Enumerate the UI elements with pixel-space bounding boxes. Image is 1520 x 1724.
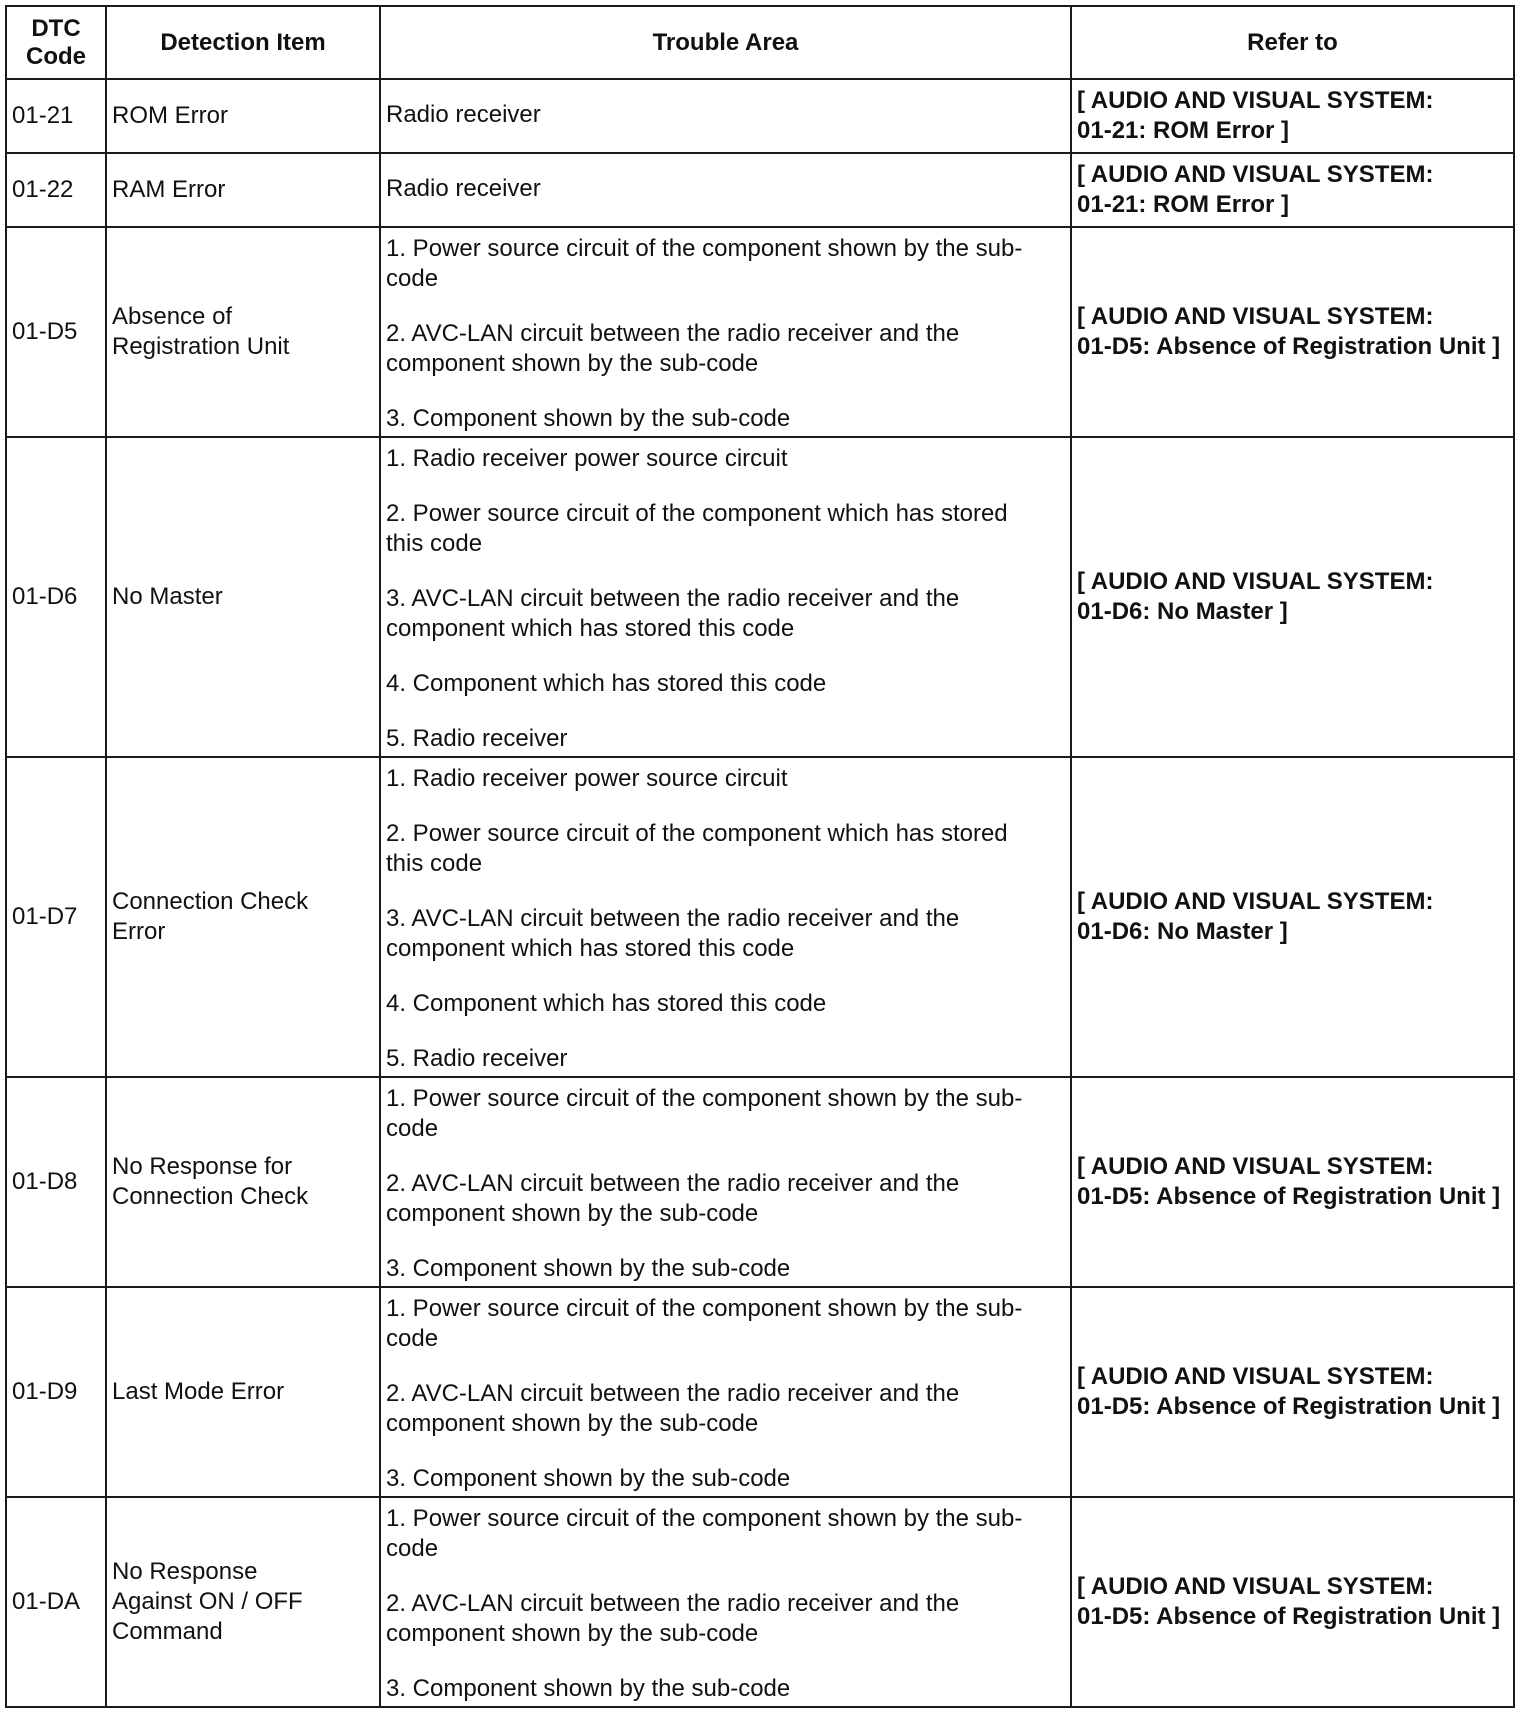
refer-to-link-line[interactable]: [ AUDIO AND VISUAL SYSTEM: [1077, 888, 1434, 915]
table-row [6, 757, 1514, 1077]
refer-to-link-line[interactable]: 01-D6: No Master ] [1077, 918, 1288, 945]
detection-item-cell: Last Mode Error [106, 1287, 380, 1497]
table-row [6, 227, 1514, 437]
refer-to-cell [1071, 1497, 1514, 1707]
trouble-area-cell [380, 1497, 1071, 1707]
detection-item-cell: No Response Against ON / OFF Command [106, 1497, 380, 1707]
detection-item-cell: No Response for Connection Check [106, 1077, 380, 1287]
table-row [6, 1287, 1514, 1497]
trouble-area-item: 3. Component shown by the sub-code [386, 1255, 791, 1282]
trouble-area-item: 5. Radio receiver [386, 1045, 568, 1072]
table-header-row [6, 6, 1514, 79]
refer-to-link-line[interactable]: 01-D6: No Master ] [1077, 598, 1288, 625]
trouble-area-item: 3. AVC-LAN circuit between the radio receiver and the component which has stored this code [386, 585, 960, 642]
refer-to-link-line[interactable]: 01-21: ROM Error ] [1077, 191, 1290, 218]
trouble-area-item: 1. Power source circuit of the component shown by the sub-code [386, 235, 1023, 292]
refer-to-link-line[interactable]: [ AUDIO AND VISUAL SYSTEM: [1077, 87, 1434, 114]
detection-item-cell: Absence of Registration Unit [106, 227, 380, 437]
dtc-code-cell: 01-DA [6, 1497, 106, 1707]
trouble-area-cell [380, 437, 1071, 757]
refer-to-cell [1071, 227, 1514, 437]
refer-to-cell [1071, 153, 1514, 227]
refer-to-cell [1071, 757, 1514, 1077]
refer-to-link-line[interactable]: [ AUDIO AND VISUAL SYSTEM: [1077, 1573, 1434, 1600]
dtc-code-cell: 01-D6 [6, 437, 106, 757]
dtc-code-cell: 01-D7 [6, 757, 106, 1077]
refer-to-link-line[interactable]: [ AUDIO AND VISUAL SYSTEM: [1077, 1153, 1434, 1180]
refer-to-link-line[interactable]: [ AUDIO AND VISUAL SYSTEM: [1077, 161, 1434, 188]
table-body [6, 79, 1514, 1707]
trouble-area-item: 5. Radio receiver [386, 725, 568, 752]
table-row [6, 153, 1514, 227]
refer-to-cell [1071, 437, 1514, 757]
refer-to-link-line[interactable]: 01-D5: Absence of Registration Unit ] [1077, 1183, 1501, 1210]
dtc-code-cell: 01-22 [6, 153, 106, 227]
trouble-area-cell [380, 153, 1071, 227]
trouble-area-item: 2. Power source circuit of the component which has stored this code [386, 500, 1008, 557]
trouble-area-item: Radio receiver [386, 175, 541, 202]
detection-item-cell: RAM Error [106, 153, 380, 227]
refer-to-link-line[interactable]: 01-21: ROM Error ] [1077, 117, 1290, 144]
refer-to-cell [1071, 1287, 1514, 1497]
trouble-area-item: 4. Component which has stored this code [386, 990, 827, 1017]
refer-to-link-line[interactable]: [ AUDIO AND VISUAL SYSTEM: [1077, 303, 1434, 330]
detection-item-cell: Connection Check Error [106, 757, 380, 1077]
header-dtc-code: DTC Code [6, 6, 106, 79]
refer-to-cell [1071, 79, 1514, 153]
header-refer-to: Refer to [1071, 6, 1514, 79]
table-row [6, 79, 1514, 153]
trouble-area-item: Radio receiver [386, 101, 541, 128]
trouble-area-item: 3. Component shown by the sub-code [386, 1675, 791, 1702]
trouble-area-cell [380, 227, 1071, 437]
dtc-code-cell: 01-D8 [6, 1077, 106, 1287]
trouble-area-item: 2. Power source circuit of the component which has stored this code [386, 820, 1008, 877]
trouble-area-item: 1. Power source circuit of the component shown by the sub-code [386, 1085, 1023, 1142]
trouble-area-item: 3. Component shown by the sub-code [386, 405, 791, 432]
refer-to-cell [1071, 1077, 1514, 1287]
trouble-area-item: 4. Component which has stored this code [386, 670, 827, 697]
trouble-area-item: 3. AVC-LAN circuit between the radio receiver and the component which has stored this code [386, 905, 960, 962]
dtc-code-cell: 01-D9 [6, 1287, 106, 1497]
header-trouble-area: Trouble Area [380, 6, 1071, 79]
trouble-area-cell [380, 1077, 1071, 1287]
refer-to-link-line[interactable]: 01-D5: Absence of Registration Unit ] [1077, 1393, 1501, 1420]
trouble-area-item: 1. Radio receiver power source circuit [386, 765, 788, 792]
refer-to-link-line[interactable]: [ AUDIO AND VISUAL SYSTEM: [1077, 568, 1434, 595]
dtc-code-cell: 01-D5 [6, 227, 106, 437]
table-row [6, 1497, 1514, 1707]
detection-item-cell: ROM Error [106, 79, 380, 153]
dtc-code-cell: 01-21 [6, 79, 106, 153]
dtc-table [5, 5, 1515, 1708]
table-row [6, 437, 1514, 757]
trouble-area-item: 2. AVC-LAN circuit between the radio receiver and the component shown by the sub-code [386, 1380, 960, 1437]
refer-to-link-line[interactable]: 01-D5: Absence of Registration Unit ] [1077, 1603, 1501, 1630]
detection-item-cell: No Master [106, 437, 380, 757]
trouble-area-item: 2. AVC-LAN circuit between the radio receiver and the component shown by the sub-code [386, 1590, 960, 1647]
trouble-area-cell [380, 79, 1071, 153]
refer-to-link-line[interactable]: [ AUDIO AND VISUAL SYSTEM: [1077, 1363, 1434, 1390]
trouble-area-item: 1. Power source circuit of the component shown by the sub-code [386, 1505, 1023, 1562]
table-row [6, 1077, 1514, 1287]
trouble-area-cell [380, 1287, 1071, 1497]
trouble-area-cell [380, 757, 1071, 1077]
trouble-area-item: 3. Component shown by the sub-code [386, 1465, 791, 1492]
trouble-area-item: 1. Power source circuit of the component shown by the sub-code [386, 1295, 1023, 1352]
trouble-area-item: 2. AVC-LAN circuit between the radio receiver and the component shown by the sub-code [386, 320, 960, 377]
trouble-area-item: 1. Radio receiver power source circuit [386, 445, 788, 472]
refer-to-link-line[interactable]: 01-D5: Absence of Registration Unit ] [1077, 333, 1501, 360]
trouble-area-item: 2. AVC-LAN circuit between the radio receiver and the component shown by the sub-code [386, 1170, 960, 1227]
header-detection-item: Detection Item [106, 6, 380, 79]
